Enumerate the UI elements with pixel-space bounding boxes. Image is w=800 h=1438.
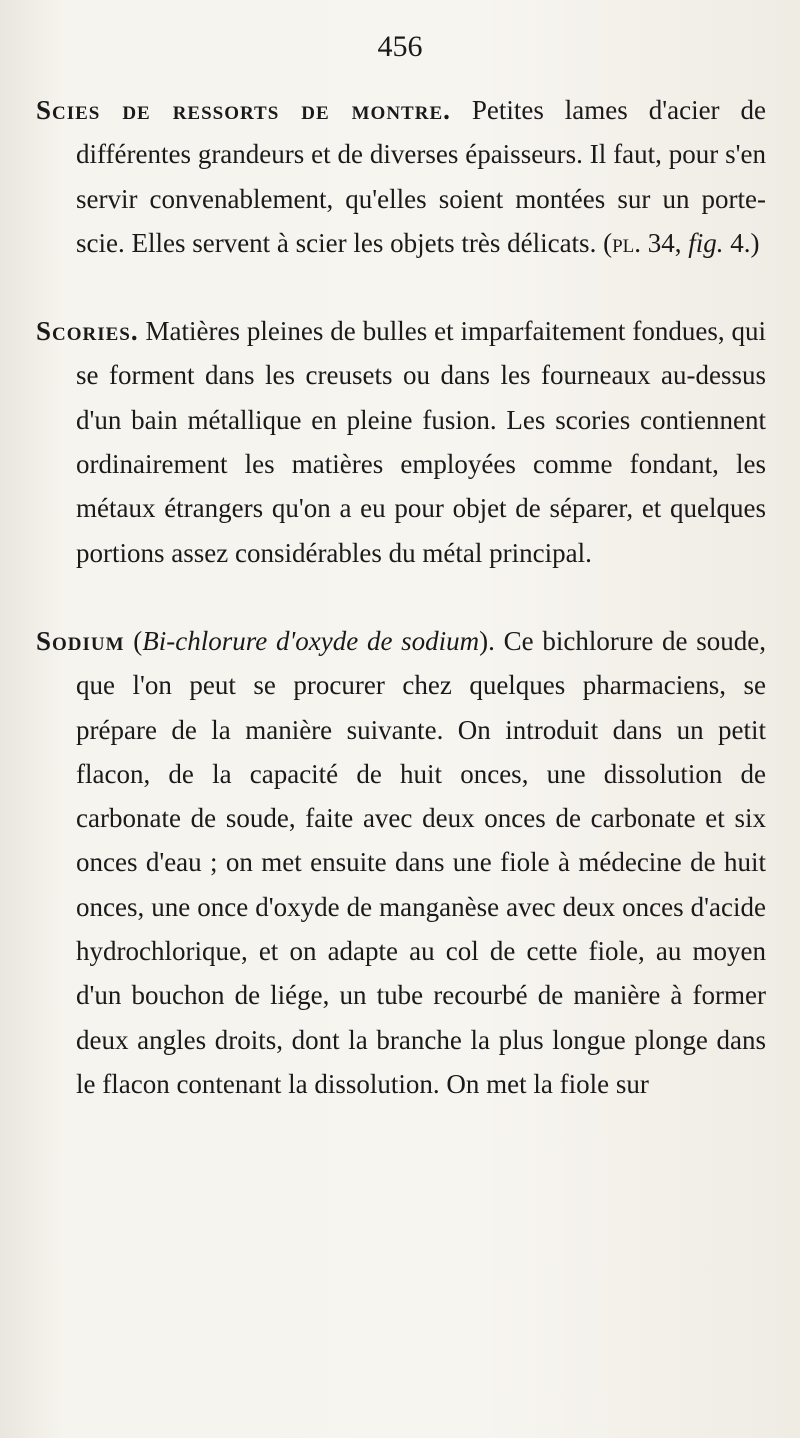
entry-open-paren: ( (124, 625, 143, 656)
plate-ref: pl. (612, 227, 641, 258)
entry-term: Sodium (36, 625, 125, 656)
entry-body: Matières pleines de bulles et imparfaitement fondues, qui se forment dans les creusets ou dans les fourneaux au-dessus d'un bain métallique en pleine fusion. Les scories contiennent ordinairement les matières employées comme fondant, les métaux étrangers qu'on a eu pour objet de séparer, et quelques portions assez considérables du métal principal. (76, 316, 766, 568)
figure-number: 4.) (723, 227, 760, 258)
page-text (36, 88, 766, 1106)
page-number: 456 (377, 30, 423, 63)
figure-ref: fig. (688, 227, 724, 258)
entry-subtitle: Bi-chlorure d'oxyde de sodium (142, 625, 480, 656)
entry-body: Petites lames d'acier de différentes grandeurs et de diverses épaisseurs. Il faut, pour s'en servir convenablement, qu'elles soient montées sur un porte-scie. Elles servent à scier les objets très délicats. ( (76, 95, 766, 258)
entry-scies (36, 88, 766, 265)
entry-scories (36, 309, 766, 575)
entry-term: Scories. (36, 316, 139, 347)
entry-body: ). Ce bichlorure de soude, que l'on peut se procurer chez quelques pharmaciens, se prépare de la manière suivante. On introduit dans un petit flacon, de la capacité de huit onces, une dissolution de carbonate de soude, faite avec deux onces de carbonate et six onces d'eau ; on met ensuite dans une fiole à médecine de huit onces, une once d'oxyde de manganèse avec deux onces d'acide hydrochlorique, et on adapte au col de cette fiole, au moyen d'un bouchon de liége, un tube recourbé de manière à former deux angles droits, dont la branche la plus longue plonge dans le flacon contenant la dissolution. On met la fiole sur (76, 625, 766, 1099)
entry-term: Scies de ressorts de montre. (36, 95, 451, 125)
entry-sodium (36, 619, 766, 1106)
plate-number: 34, (641, 227, 689, 258)
